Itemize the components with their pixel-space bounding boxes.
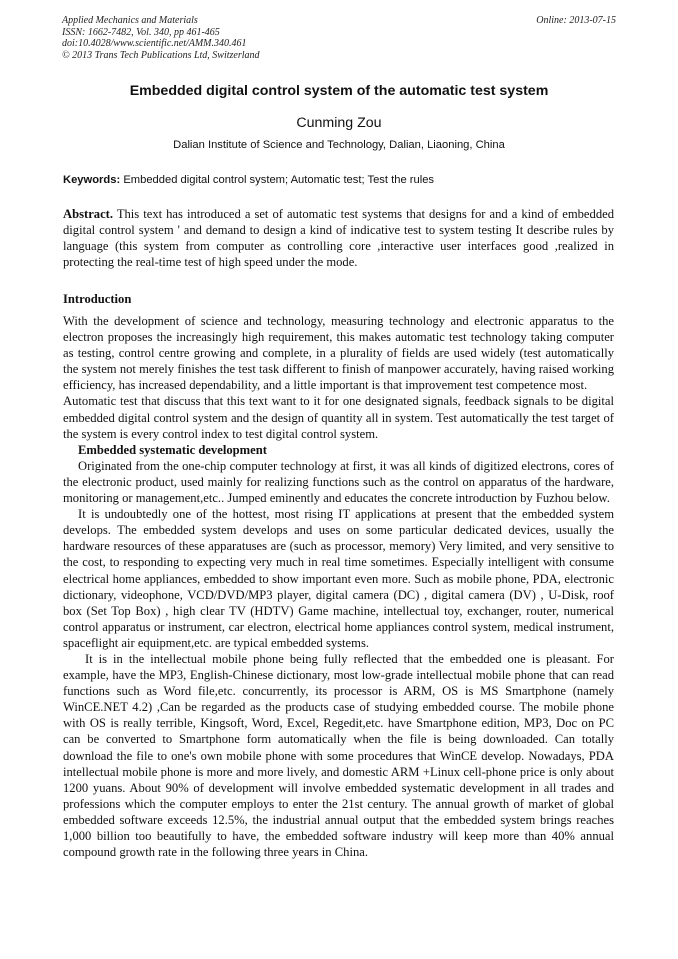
journal-copyright: © 2013 Trans Tech Publications Ltd, Switzerland [62, 49, 260, 61]
abstract-label: Abstract. [63, 207, 114, 221]
paragraph: It is in the intellectual mobile phone being fully reflected that the embedded one is pleasant. For example, have the MP3, English-Chinese dictionary, most low-grade intellectual mobile phone that can read functions such as Word file,etc. concurrently, its processor is ARM, OS is MS Smartphone (namely WinCE.NET 4.2) ,Can be regarded as the products case of studying embedded course. The mobile phone with OS is really terrible, Kingsoft, Word, Excel, Regedit,etc. have Smartphone edition, MP3, Doc on PC can be converted to Smartphone form automatically when the file is being downloaded. Can totally download the file to one's own mobile phone with some procedures that WinCE develop. Nowadays, PDA intellectual mobile phone is more and more lively, and domestic ARM +Linux cell-phone price is only about 1200 yuans. About 90% of development will involve embedded systematic development in all trades and professions which the computer employs to enter the 21st century. The annual growth of market of global embedded software exceeds 12.5%, the industrial annual output that the embedded system brings reaches 1,000 billion too beautifully to have, the embedded software industry will keep more than 40% annual compound growth rate in the following three years in China. [63, 651, 614, 860]
abstract [63, 206, 614, 270]
paragraph: It is undoubtedly one of the hottest, most rising IT applications at present that the embedded system develops. The embedded system develops and uses on some particular dedicated devices, usually the hardware resources of these apparatuses are (such as processor, memory) Very limited, and very sensitive to the cost, to responding to expecting very much in real time sometimes. Especially intelligent with consume electrical home appliances, embedded to show important even more. Such as mobile phone, PDA, electronic dictionary, videophone, VCD/DVD/MP3 player, digital camera (DC) , digital camera (DV) , U-Disk, roof box (Set Top Box) , high clear TV (HDTV) Game machine, intellectual toy, exchanger, router, numerical control apparatus or instrument, car electron, electrical home appliances control system, medical instrument, spaceflight air equipment,etc. are typical embedded systems. [63, 507, 614, 650]
subsection-heading: Embedded systematic development [78, 442, 267, 457]
journal-issn: ISSN: 1662-7482, Vol. 340, pp 461-465 [62, 26, 220, 38]
author-affiliation: Dalian Institute of Science and Technology, Dalian, Liaoning, China [173, 139, 505, 151]
paper-title: Embedded digital control system of the automatic test system [129, 83, 549, 99]
online-date: Online: 2013-07-15 [536, 15, 616, 26]
introduction-body [63, 313, 614, 860]
keywords-text: Embedded digital control system; Automatic test; Test the rules [123, 174, 435, 186]
keywords-label: Keywords: [63, 174, 121, 186]
paragraph: Originated from the one-chip computer technology at first, it was all kinds of digitized electrons, cores of the electronic product, used mainly for realizing functions such as the control on apparatus of the hardware, monitoring or management,etc.. Jumped eminently and educates the concrete introduction by Fuzhou below. [63, 458, 614, 506]
paragraph: Automatic test that discuss that this text want to it for one designated signals, feedback signals to be digital embedded digital control system and the design of quantity all in system. Test automatically the test target of the system is every control index to test digital control system. [63, 394, 614, 441]
journal-doi[interactable]: doi:10.4028/www.scientific.net/AMM.340.461 [62, 38, 247, 49]
section-heading-introduction: Introduction [63, 292, 132, 306]
author-name: Cunming Zou [296, 115, 382, 131]
paragraph: With the development of science and technology, measuring technology and electronic apparatus to the electron proposes the increasingly high requirement, this makes automatic test technology taking computer as testing, control centre growing and complete, in a plurality of fields are used widely (test automatically the system not merely finishes the test task different to finish of manpower accurately, having raised working efficiency, has increased dependability, and a little important is that improvement test competence most. [63, 314, 614, 393]
journal-name: Applied Mechanics and Materials [62, 15, 198, 26]
keywords [63, 173, 623, 187]
journal-header [62, 15, 616, 61]
abstract-text: This text has introduced a set of automatic test systems that designs for and a kind of embedded digital control system ' and demand to design a kind of indicative test to system testing It describe rules by language (this system from computer as controlling core ,interactive user interfaces good ,realized in protecting the real-time test of high speed under the mode. [63, 207, 614, 270]
